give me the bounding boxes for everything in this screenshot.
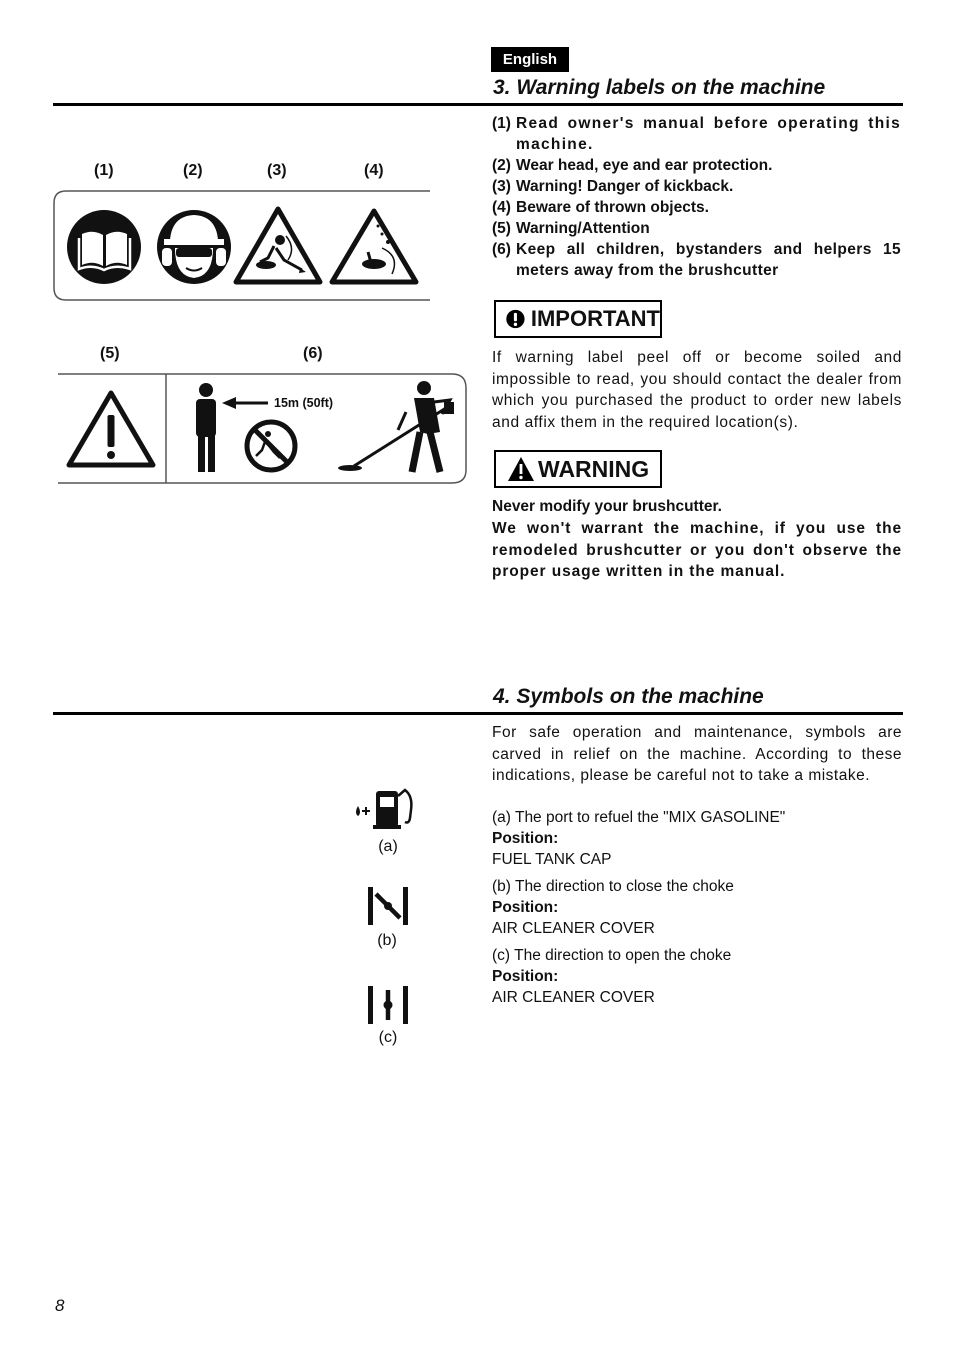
read-manual-icon: [67, 210, 141, 284]
warning-line-2: We won't warrant the machine, if you use the remodeled brushcutter or you don't observe the proper usage written in the manual.: [492, 520, 902, 580]
section-3-rule: [53, 103, 903, 106]
list-item: (3) Warning! Danger of kickback.: [492, 178, 734, 195]
symbol-b-description: [492, 876, 902, 939]
symbol-caption-b: (b): [377, 932, 397, 949]
list-item: (4) Beware of thrown objects.: [492, 199, 709, 216]
label-number-1: (1): [94, 162, 114, 179]
warning-labels-list: [492, 113, 904, 281]
head-protection-icon: [157, 210, 231, 284]
symbol-a-description: [492, 807, 902, 870]
warning-label: WARNING: [538, 455, 650, 482]
symbol-b-desc: (b) The direction to close the choke: [492, 878, 734, 895]
label-number-6: (6): [303, 345, 323, 362]
distance-label: 15m (50ft): [274, 396, 334, 410]
list-item: (1) Read owner's manual before operating this machine.: [492, 115, 901, 153]
symbol-c-position-label: Position:: [492, 968, 559, 985]
brushcutter-operator-icon: [338, 381, 454, 472]
fuel-pump-icon: [353, 786, 419, 832]
warning-labels-bottom-panel: [58, 372, 468, 486]
warning-line-1: Never modify your brushcutter.: [492, 498, 722, 515]
symbol-caption-c: (c): [378, 1029, 398, 1046]
kickback-warning-icon: [236, 209, 320, 282]
symbol-c-description: [492, 945, 902, 1008]
important-box: [494, 300, 662, 338]
symbol-a-desc: (a) The port to refuel the "MIX GASOLINE": [492, 809, 786, 826]
section-3-title: 3. Warning labels on the machine: [493, 76, 826, 99]
important-text: If warning label peel off or become soiled and impossible to read, you should contact the dealer from which you purchased the product to order new labels and affix them in the required location(s).: [492, 349, 902, 431]
warning-triangle-icon: [506, 455, 536, 483]
list-item: (2) Wear head, eye and ear protection.: [492, 157, 773, 174]
symbol-a-position-label: Position:: [492, 830, 559, 847]
page-number: 8: [55, 1296, 65, 1315]
thrown-objects-icon: [332, 211, 416, 282]
choke-open-icon: [366, 984, 410, 1026]
label-number-4: (4): [364, 162, 384, 179]
section-4-intro: For safe operation and maintenance, symbols are carved in relief on the machine. According to these indications, please be careful not to take a mistake.: [492, 724, 902, 784]
warning-box: [494, 450, 662, 488]
section-4-title: 4. Symbols on the machine: [493, 685, 764, 708]
section-4-rule: [53, 712, 903, 715]
symbol-b-position-label: Position:: [492, 899, 559, 916]
exclamation-circle-icon: [504, 304, 527, 334]
warning-labels-top-panel: [52, 188, 432, 304]
language-tab: English: [491, 47, 569, 72]
symbol-a-position: FUEL TANK CAP: [492, 851, 612, 868]
important-label: IMPORTANT: [530, 306, 660, 331]
list-item: (5) Warning/Attention: [492, 220, 650, 237]
list-item: (6) Keep all children, bystanders and helpers 15 meters away from the brushcutter: [492, 241, 901, 279]
symbol-b-position: AIR CLEANER COVER: [492, 920, 655, 937]
label-number-5: (5): [100, 345, 120, 362]
distance-arrow-icon: [222, 397, 268, 409]
general-warning-icon: [69, 393, 153, 465]
bystander-person-icon: [196, 383, 216, 472]
label-number-2: (2): [183, 162, 203, 179]
symbol-c-desc: (c) The direction to open the choke: [492, 947, 732, 964]
no-persons-icon: [247, 422, 295, 470]
symbol-c-position: AIR CLEANER COVER: [492, 989, 655, 1006]
symbol-caption-a: (a): [378, 838, 398, 855]
choke-close-icon: [366, 885, 410, 927]
label-number-3: (3): [267, 162, 287, 179]
